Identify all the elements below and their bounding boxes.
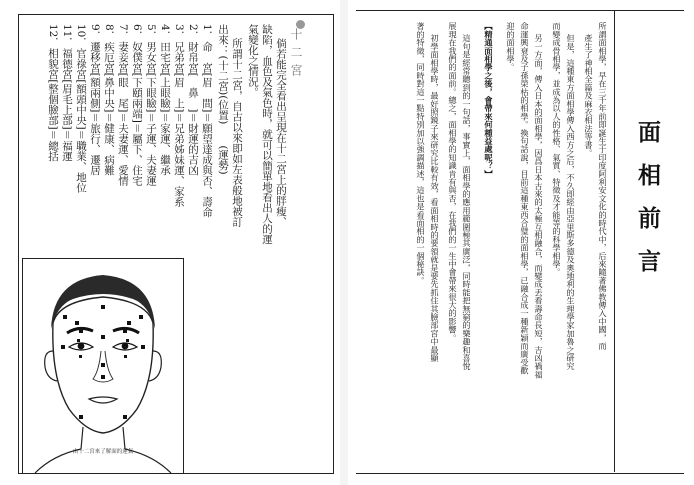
figure-caption: 由十二宮來了解面的運氣 (72, 449, 134, 455)
right-text-column: 命運興衰及子孫榮枯的相學。換句話說，目前這種東西合璧的面相學，已融合成一種新穎而廣受歡 (520, 22, 530, 375)
palace-list-item: 9．遷移宮[額兩側]＝旅行、遷居 (89, 24, 101, 176)
palace-list-item: 7．妻妾宮[眼 尾]＝夫妻運、愛情 (117, 24, 129, 186)
right-text-column: 另一方面，傳入日本的面相學，因爲日本古來的太極互相融合，而變成丢看壽命長短，吉凶禍福 (534, 34, 544, 379)
right-text-column: 初學面相學時，最好照鏡子來研究比較有效，看面相時的要領就是要先抓住其臉部宮中最顯 (430, 34, 440, 362)
left-text-column: 缺陷，血色及氣色時，就可以簡單地看出人的運 (261, 24, 273, 245)
book-gutter (340, 0, 348, 485)
palace-point-xiongdi-left (79, 329, 83, 333)
palace-list-item: 1．命 宮[眉 間]＝願望達成與否、壽命 (201, 24, 213, 218)
palace-point-caibo (101, 375, 105, 379)
palace-list-item: 10．官祿宮[額頭中央]＝職業、地位 (75, 24, 87, 193)
palace-point-nannv-right (124, 355, 127, 358)
palace-point-guanlu (101, 305, 105, 309)
chapter-title: 面相前言 (634, 120, 660, 292)
right-text-column: 而變成骨相學，並成為以人的性格、氣質、特徵及才能等的科學相學。 (552, 22, 562, 277)
palace-point-nupu-right (123, 415, 127, 419)
palace-point-nannv-left (79, 355, 82, 358)
left-text-column: 倘若能完全看出呈現在十二宮上的胖瘦、 (275, 38, 287, 227)
face-illustration (23, 259, 183, 473)
left-page (0, 0, 340, 485)
right-text-column: 著的特徵，同時對這一點特別加以強調描述，這也是看面相的一個秘訣。 (416, 22, 426, 285)
right-text-column: 這句是經常聽到的一句話，事實上，面相學的應用範圍極其廣泛，同時能把無窮的樂趣和喜悅 (462, 34, 472, 371)
palace-list-item: 4．田宅宮[上眼瞼]＝家運、繼承 (159, 24, 171, 176)
palace-list-item: 3．兄弟宮[眉 上]＝兄弟姊妹運、家系 (173, 24, 185, 207)
face-diagram (22, 258, 184, 474)
left-text-column: 氣變化之情況。 (247, 24, 259, 98)
palace-point-tianzhai-left (77, 339, 80, 342)
right-text-column: 展現在我們的面前。總之，面相學的知識肯有與否，在我們的一生中會帶來很大的影響。 (448, 22, 458, 342)
palace-point-qianyi-right (139, 315, 143, 319)
palace-point-qiqie-left (61, 345, 65, 349)
palace-list-item: 5．男女宮[下眼瞼]＝子運、夫妻運 (145, 24, 157, 186)
palace-point-qiqie-right (141, 345, 145, 349)
right-text-column: 所謂面相學，早在三千年前即誕生于印度阿利安文化的時代中，后來隨著佛教傳入中國，而 (598, 22, 608, 350)
palace-list-item: 11．福德宮[眉毛上部]＝福運 (61, 24, 73, 162)
palace-point-qianyi-left (63, 315, 67, 319)
right-text-column: 迎的面相學。 (506, 22, 516, 72)
palace-point-tianzhai-right (126, 339, 129, 342)
title-divider (614, 10, 615, 472)
palace-point-jie (101, 363, 105, 367)
palace-list-item: 8．疾厄宮[鼻中央]＝健康、病難 (103, 24, 115, 176)
right-page (348, 0, 694, 485)
palace-point-nupu-left (79, 415, 83, 419)
palace-list-item: 2．財帛宮[ 鼻 ]＝財運的吉凶 (187, 24, 199, 176)
palace-point-xiongdi-right (123, 329, 127, 333)
palace-point-fude-right (127, 321, 131, 325)
right-text-column: 但是，這種東方面相學傳入西方之后，不久即經由亞里斯多德及奧地利的生理學家加魯之研究 (566, 34, 576, 371)
palace-list-item: 6．奴僕宮[下頤兩端]＝屬下、住宅 (131, 24, 143, 186)
right-text-column: 產生了神相全篇及麻衣相法等書。 (584, 34, 594, 157)
left-text-column: 出來：(十二宮)(位置) (運勢) (217, 24, 229, 175)
left-text-column: 所謂十二宮，自古以來即如左表般地被訂 (231, 38, 243, 227)
section-title: 十二宮 (289, 28, 303, 82)
subheading: 【精通面相學之後，會帶來何種益處呢？】 (484, 22, 494, 178)
palace-point-fude-left (75, 321, 79, 325)
palace-list-item: 12．相貌宮[整個臉部]＝總括 (47, 24, 59, 162)
palace-point-minggong (101, 335, 105, 339)
